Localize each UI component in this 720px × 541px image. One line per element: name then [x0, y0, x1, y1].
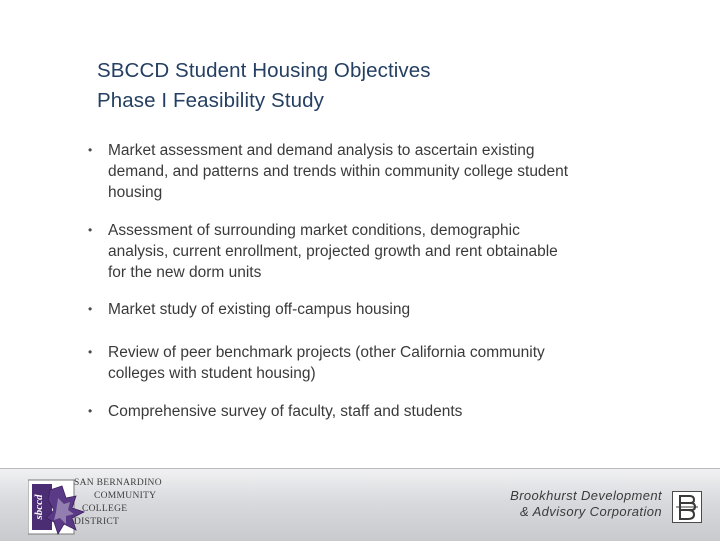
bullet-text-line: Assessment of surrounding market conditions, demographic: [108, 222, 520, 239]
sbccd-name-line: COLLEGE: [82, 504, 128, 514]
bullet-item: [88, 220, 558, 283]
sbccd-name-line: COMMUNITY: [94, 491, 157, 501]
title-line-1: SBCCD Student Housing Objectives: [97, 59, 431, 82]
brookhurst-name-line: Brookhurst Development: [510, 488, 662, 503]
bullet-dot-icon: •: [88, 223, 93, 237]
title-line-2: Phase I Feasibility Study: [97, 89, 324, 112]
sbccd-name-line: SAN BERNARDINO: [74, 478, 162, 488]
bullet-dot-icon: •: [88, 302, 93, 316]
bullet-dot-icon: •: [88, 345, 93, 359]
footer-band: [0, 468, 720, 541]
bullet-text-line: Market assessment and demand analysis to ascertain existing: [108, 142, 535, 159]
brookhurst-name-line: & Advisory Corporation: [520, 504, 662, 519]
bullet-text-line: housing: [108, 184, 163, 201]
sbccd-name-line: DISTRICT: [74, 517, 120, 527]
bullet-text-line: Market study of existing off-campus housing: [108, 301, 411, 318]
sbccd-name: [74, 477, 194, 529]
bullet-item: [88, 401, 462, 422]
bullet-item: [88, 299, 410, 320]
bullet-item: [88, 342, 545, 384]
slide-title: [97, 56, 657, 116]
bullet-dot-icon: •: [88, 404, 93, 418]
bullet-text-line: for the new dorm units: [108, 264, 262, 281]
bullet-dot-icon: •: [88, 143, 93, 157]
bullet-text-line: colleges with student housing): [108, 365, 316, 382]
svg-text:sbccd: sbccd: [33, 494, 45, 520]
brookhurst-name: [470, 488, 662, 520]
bullet-text-line: demand, and patterns and trends within community college student: [108, 163, 569, 180]
bullet-item: [88, 140, 568, 203]
bd-monogram-icon: [672, 491, 702, 523]
bullet-text-line: Review of peer benchmark projects (other California community: [108, 344, 545, 361]
bullet-text-line: Comprehensive survey of faculty, staff and students: [108, 403, 463, 420]
bullet-text-line: analysis, current enrollment, projected growth and rent obtainable: [108, 243, 558, 260]
